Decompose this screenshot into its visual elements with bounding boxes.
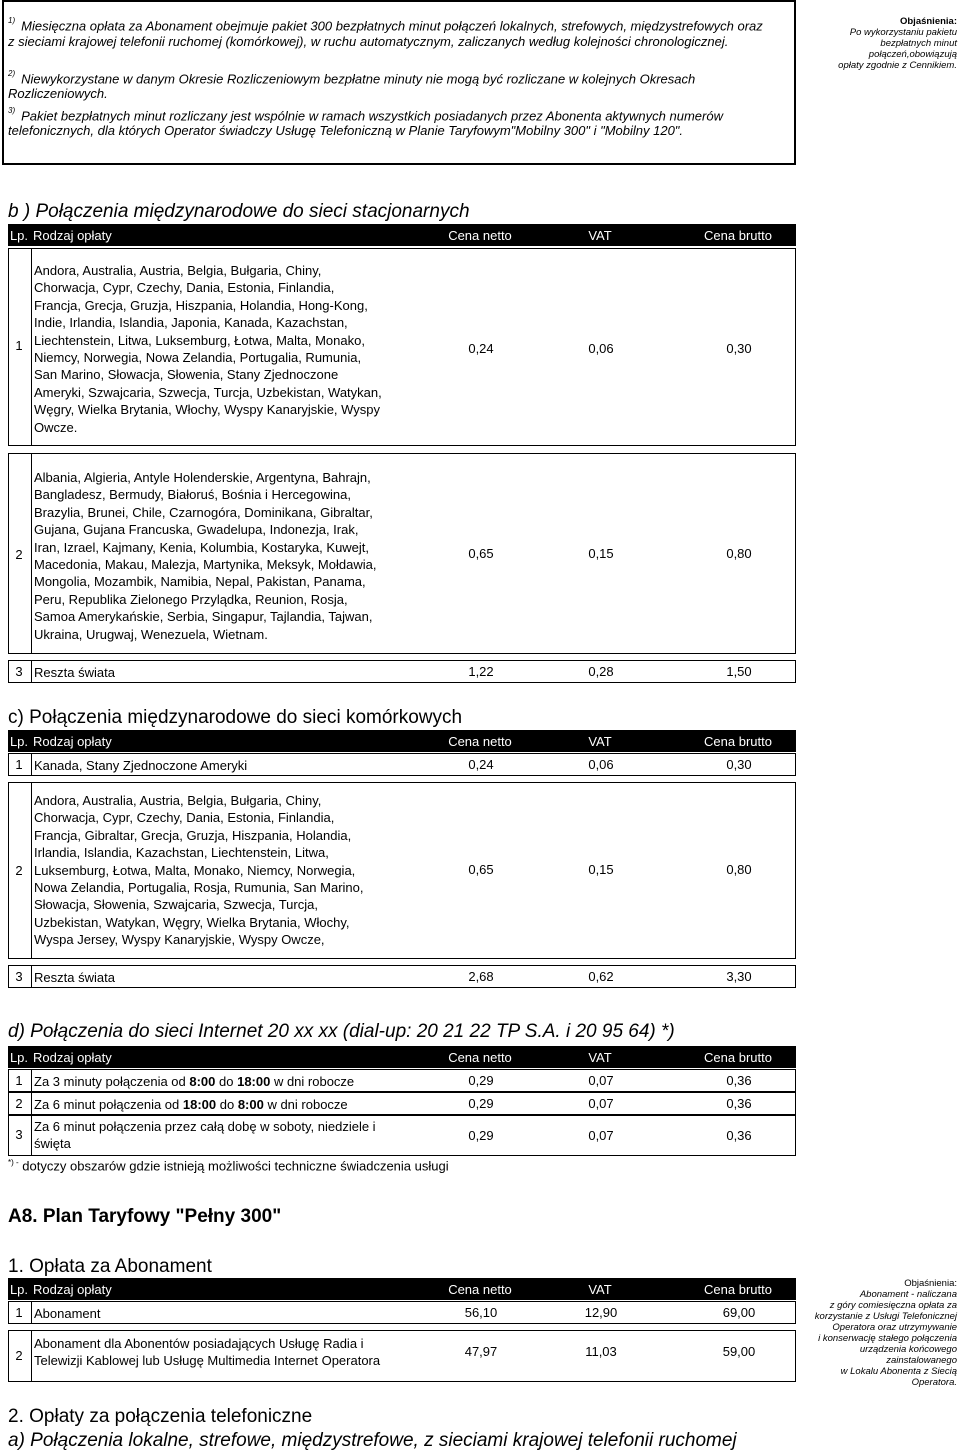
row-lp: 3 (15, 969, 23, 984)
row-description: Za 3 minuty połączenia od 8:00 do 18:00 w dni robocze (34, 1074, 355, 1089)
price-vat: 0,06 (588, 341, 614, 356)
table-row (8, 1301, 796, 1324)
section-a-title: a) Połączenia lokalne, strefowe, międzystrefowe, z sieciami krajowej telefonii ruchomej (8, 1430, 737, 1451)
price-vat: 11,03 (585, 1344, 617, 1359)
header-netto: Cena netto (448, 228, 512, 243)
row-description: Albania, Algieria, Antyle Holenderskie, Argentyna, Bahrajn, Bangladesz, Bermudy, Białoruś, Bośnia i Hercegowina, Brazylia, Brunei, Chile, Czarnogóra, Dominikana, Gibraltar, Gujana, Gujana Francuska, Gwadelupa, Indonezja, Irak, Iran, Izrael, Kajmany, Kenia, Kolumbia, Kostaryka, Kuwejt, Macedonia, Makau, Malezja, Martynika, Meksyk, Mołdawia, Mongolia, Mozambik, Namibia, Nepal, Pakistan, Panama, Peru, Republika Zielonego Przylądka, Reunion, Rosja, Samoa Amerykańskie, Serbia, Singapur, Tajlandia, Tajwan, Ukraina, Urugwaj, Wenezuela, Wietnam. (34, 470, 377, 642)
table-row (8, 1330, 796, 1382)
row-lp: 1 (15, 1305, 23, 1320)
side-note-line: Po wykorzystaniu pakietu (849, 27, 957, 38)
row-description: Abonament dla Abonentów posiadających Usługę Radia i Telewizji Kablowej lub Usługę Multimedia Internet Operatora (34, 1336, 381, 1369)
table-row (8, 753, 796, 776)
header-vat: VAT (588, 1282, 612, 1297)
price-brutto: 0,36 (726, 1073, 752, 1088)
price-vat: 0,07 (588, 1096, 614, 1111)
header-vat: VAT (588, 1050, 612, 1065)
header-vat: VAT (588, 228, 612, 243)
header-lp: Lp. (9, 1282, 29, 1297)
price-brutto: 0,36 (726, 1128, 752, 1143)
table-header-c (8, 730, 796, 752)
side-note-line: opłaty zgodnie z Cennikiem. (838, 60, 957, 71)
header-type: Rodzaj opłaty (33, 228, 112, 243)
row-lp: 2 (15, 1348, 23, 1363)
section-d-title: d) Połączenia do sieci Internet 20 xx xx (dial-up: 20 21 22 TP S.A. i 20 95 64) *) (8, 1021, 675, 1042)
row-description: Abonament (34, 1306, 101, 1321)
section-b-title: b ) Połączenia międzynarodowe do sieci stacjonarnych (8, 201, 470, 222)
side-note-line: korzystanie z Usługi Telefonicznej (814, 1311, 957, 1322)
row-lp: 3 (15, 664, 23, 679)
price-vat: 0,15 (588, 862, 614, 877)
note-3-line-1: $^{3)}$ Pakiet bezpłatnych minut rozliczany jest wspólnie w ramach wszystkich posiadanych przez Abonenta aktywnych numerów (8, 106, 723, 124)
price-brutto: 0,80 (726, 862, 752, 877)
side-note-line: połączeń,obowiązują (868, 49, 957, 60)
section-1-title: 1. Opłata za Abonament (8, 1256, 212, 1277)
header-vat: VAT (588, 734, 612, 749)
header-netto: Cena netto (448, 734, 512, 749)
header-brutto: Cena brutto (704, 1282, 772, 1297)
note-3-line-2: telefonicznych, dla których Operator świadczy Usługę Telefoniczną w Planie Taryfowym"Mobilny 300" i "Mobilny 120". (8, 123, 684, 138)
price-vat: 0,28 (588, 664, 614, 679)
price-brutto: 1,50 (726, 664, 752, 679)
note-1-line-1: $^{1)}$ Miesięczna opłata za Abonament obejmuje pakiet 300 bezpłatnych minut połączeń lokalnych, strefowych, międzystrefowych oraz (8, 16, 763, 34)
price-vat: 0,06 (588, 757, 614, 772)
table-header-b (8, 224, 796, 246)
price-vat: 12,90 (584, 1305, 618, 1320)
row-lp: 2 (15, 1096, 23, 1111)
row-description: Reszta świata (34, 665, 115, 680)
price-netto: 0,24 (468, 341, 494, 356)
side-note-line: z góry comiesięczna opłata za (829, 1300, 957, 1311)
note-1-line-2: z sieciami krajowej telefonii ruchomej (komórkowej), w ruchu automatycznym, zaliczanych według kolejności chronologicznej. (8, 34, 729, 49)
header-type: Rodzaj opłaty (33, 734, 112, 749)
table-header-d (8, 1046, 796, 1068)
row-description: Kanada, Stany Zjednoczone Ameryki (34, 758, 248, 773)
side-note-1 (838, 16, 957, 71)
price-brutto: 59,00 (722, 1344, 756, 1359)
side-note-line: Operatora. (911, 1377, 957, 1388)
price-netto: 47,97 (464, 1344, 498, 1359)
table-row (8, 660, 796, 683)
row-lp: 2 (15, 863, 23, 878)
row-description: Andora, Australia, Austria, Belgia, Bułgaria, Chiny, Chorwacja, Cypr, Czechy, Dania, Estonia, Finlandia, Francja, Grecja, Gruzja, Hiszpania, Holandia, Hong-Kong, Indie, Irlandia, Islandia, Japonia, Kanada, Kazachstan, Liechtenstein, Litwa, Luksemburg, Łotwa, Malta, Monako, Niemcy, Norwegia, Nowa Zelandia, Portugalia, Rumunia, San Marino, Słowacja, Słowenia, Stany Zjednoczone Ameryki, Szwajcaria, Szwecja, Turcja, Uzbekistan, Watykan, Węgry, Wielka Brytania, Włochy, Wyspy Kanaryjskie, Wyspy Owcze. (34, 263, 382, 435)
price-vat: 0,07 (588, 1128, 614, 1143)
table-row (8, 1092, 796, 1115)
footnote: *) - dotyczy obszarów gdzie istnieją możliwości techniczne świadczenia usługi (8, 1158, 449, 1174)
row-description: Andora, Australia, Austria, Belgia, Bułgaria, Chiny, Chorwacja, Cypr, Czechy, Dania, Estonia, Finlandia, Francja, Gibraltar, Grecja, Gruzja, Hiszpania, Holandia, Irlandia, Islandia, Kazachstan, Liechtenstein, Litwa, Luksemburg, Łotwa, Malta, Monako, Niemcy, Norwegia, Nowa Zelandia, Portugalia, Rosja, Rumunia, San Marino, Słowacja, Słowenia, Szwajcaria, Szwecja, Turcja, Uzbekistan, Watykan, Węgry, Wielka Brytania, Włochy, Wyspa Jersey, Wyspy Kanaryjskie, Wyspy Owcze, (34, 793, 364, 948)
price-netto: 0,65 (468, 862, 494, 877)
price-brutto: 69,00 (722, 1305, 756, 1320)
note-2-line-1: $^{2)}$ Niewykorzystane w danym Okresie Rozliczeniowym bezpłatne minuty nie mogą być rozliczane w kolejnych Okresach (8, 69, 696, 87)
row-lp: 1 (15, 338, 23, 353)
header-lp: Lp. (9, 228, 29, 243)
price-netto: 0,29 (468, 1073, 494, 1088)
price-vat: 0,15 (588, 546, 614, 561)
side-note-title: Objaśnienia: (899, 16, 957, 27)
price-netto: 2,68 (468, 969, 494, 984)
table-row (8, 782, 796, 959)
header-brutto: Cena brutto (704, 228, 772, 243)
price-netto: 0,29 (468, 1128, 494, 1143)
header-brutto: Cena brutto (704, 1050, 772, 1065)
side-note-2 (815, 1278, 957, 1388)
plan-title: A8. Plan Taryfowy "Pełny 300" (8, 1206, 282, 1227)
row-lp: 1 (15, 757, 23, 772)
table-row (8, 1069, 796, 1092)
table-row (8, 453, 796, 654)
section-c-title: c) Połączenia międzynarodowe do sieci komórkowych (8, 707, 463, 728)
section-2-title: 2. Opłaty za połączenia telefoniczne (8, 1406, 313, 1427)
table-row (8, 1115, 796, 1156)
side-note-line: w Lokalu Abonenta z Siecią (840, 1366, 957, 1377)
table-header-1 (8, 1278, 796, 1300)
header-netto: Cena netto (448, 1282, 512, 1297)
price-netto: 1,22 (468, 664, 494, 679)
price-netto: 0,24 (468, 757, 494, 772)
side-note-line: bezpłatnych minut (880, 38, 957, 49)
price-brutto: 0,30 (726, 757, 752, 772)
table-row (8, 965, 796, 988)
note-2-line-2: Rozliczeniowych. (8, 86, 108, 101)
price-netto: 56,10 (464, 1305, 498, 1320)
price-netto: 0,65 (468, 546, 494, 561)
row-description: Reszta świata (34, 970, 115, 985)
row-description: Za 6 minut połączenia przez całą dobę w soboty, niedziele i święta (34, 1119, 376, 1152)
price-vat: 0,07 (588, 1073, 614, 1088)
header-lp: Lp. (9, 734, 29, 749)
side-note-line: zainstalowanego (886, 1355, 957, 1366)
header-type: Rodzaj opłaty (33, 1050, 112, 1065)
price-brutto: 3,30 (726, 969, 752, 984)
price-brutto: 0,80 (726, 546, 752, 561)
table-row (8, 248, 796, 446)
header-brutto: Cena brutto (704, 734, 772, 749)
row-lp: 1 (15, 1073, 23, 1088)
side-note-line: Operatora oraz utrzymywanie (832, 1322, 957, 1333)
side-note-line: urządzenia końcowego (859, 1344, 957, 1355)
header-netto: Cena netto (448, 1050, 512, 1065)
side-note-line: i konserwację stałego połączenia (818, 1333, 957, 1344)
side-note-line: Abonament - naliczana (859, 1289, 957, 1300)
row-description: Za 6 minut połączenia od 18:00 do 8:00 w dni robocze (34, 1097, 348, 1112)
price-netto: 0,29 (468, 1096, 494, 1111)
header-type: Rodzaj opłaty (33, 1282, 112, 1297)
row-lp: 3 (15, 1127, 23, 1142)
price-brutto: 0,36 (726, 1096, 752, 1111)
price-vat: 0,62 (588, 969, 614, 984)
header-lp: Lp. (9, 1050, 29, 1065)
row-lp: 2 (15, 547, 23, 562)
side-note-title: Objaśnienia: (904, 1278, 957, 1289)
price-brutto: 0,30 (726, 341, 752, 356)
